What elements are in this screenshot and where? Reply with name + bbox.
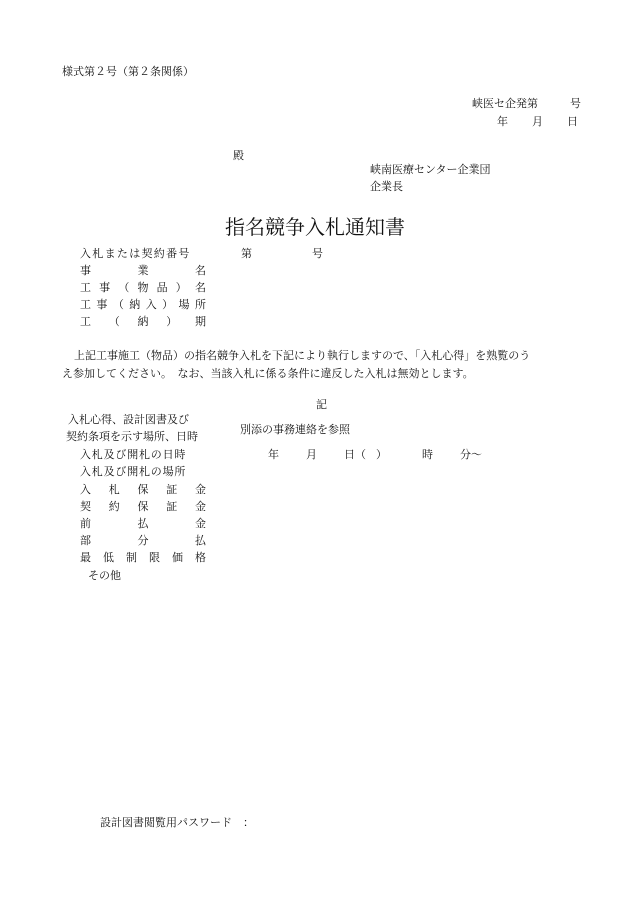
document-title: 指名競争入札通知書 bbox=[225, 215, 405, 239]
minimum-price-label: 最 低 制 限 価 格 bbox=[80, 551, 206, 564]
document-number-prefix: 峡医セ企発第 bbox=[472, 97, 538, 110]
contract-number-suffix: 号 bbox=[312, 247, 323, 260]
bid-datetime-label: 入札及び開札の日時 bbox=[80, 448, 187, 461]
date-day: 日 bbox=[567, 115, 578, 128]
period-label: 工 （ 納 ） 期 bbox=[80, 315, 206, 328]
work-item-label: 工 事 （ 物 品 ） 名 bbox=[80, 281, 206, 294]
project-name-label: 事 業 名 bbox=[80, 264, 206, 277]
form-identifier: 様式第２号（第２条関係） bbox=[62, 65, 194, 78]
notice-paragraph bbox=[62, 347, 588, 383]
contract-number bbox=[241, 248, 323, 259]
bid-datetime-value: 年 月 日（ ） 時 分〜 bbox=[268, 448, 482, 461]
date-year: 年 bbox=[497, 115, 508, 128]
contract-number-prefix: 第 bbox=[241, 247, 252, 260]
date-month: 月 bbox=[532, 115, 543, 128]
contract-deposit-label: 契 約 保 証 金 bbox=[80, 500, 206, 513]
document-number-suffix: 号 bbox=[570, 97, 581, 110]
sender-title: 企業長 bbox=[370, 180, 403, 193]
issue-date bbox=[497, 116, 578, 127]
documents-label-line1: 入札心得、設計図書及び bbox=[68, 413, 189, 426]
document-number bbox=[472, 98, 581, 109]
partial-payment-label: 部 分 払 bbox=[80, 534, 206, 547]
documents-label-line2: 契約条項を示す場所、日時 bbox=[66, 430, 198, 443]
advance-payment-label: 前 払 金 bbox=[80, 517, 206, 530]
documents-value: 別添の事務連絡を参照 bbox=[240, 423, 350, 436]
bid-deposit-label: 入 札 保 証 金 bbox=[80, 483, 206, 496]
paragraph-line-1: 上記工事施工（物品）の指名競争入札を下記により執行しますので、「入札心得」を熟覧のう bbox=[74, 349, 531, 362]
paragraph-line-2: え参加してください。 なお、当該入札に係る条件に違反した入札は無効とします。 bbox=[62, 367, 474, 380]
record-heading: 記 bbox=[316, 398, 327, 411]
bid-place-label: 入札及び開札の場所 bbox=[80, 465, 187, 478]
work-location-label: 工 事 （ 納 入 ） 場 所 bbox=[80, 298, 206, 311]
sender-organization: 峡南医療センター企業団 bbox=[370, 163, 491, 176]
password-label: 設計図書閲覧用パスワード ： bbox=[100, 816, 254, 829]
addressee: 殿 bbox=[233, 149, 244, 162]
bid-number-label: 入札または契約番号 bbox=[80, 247, 191, 260]
other-label: その他 bbox=[88, 569, 121, 582]
